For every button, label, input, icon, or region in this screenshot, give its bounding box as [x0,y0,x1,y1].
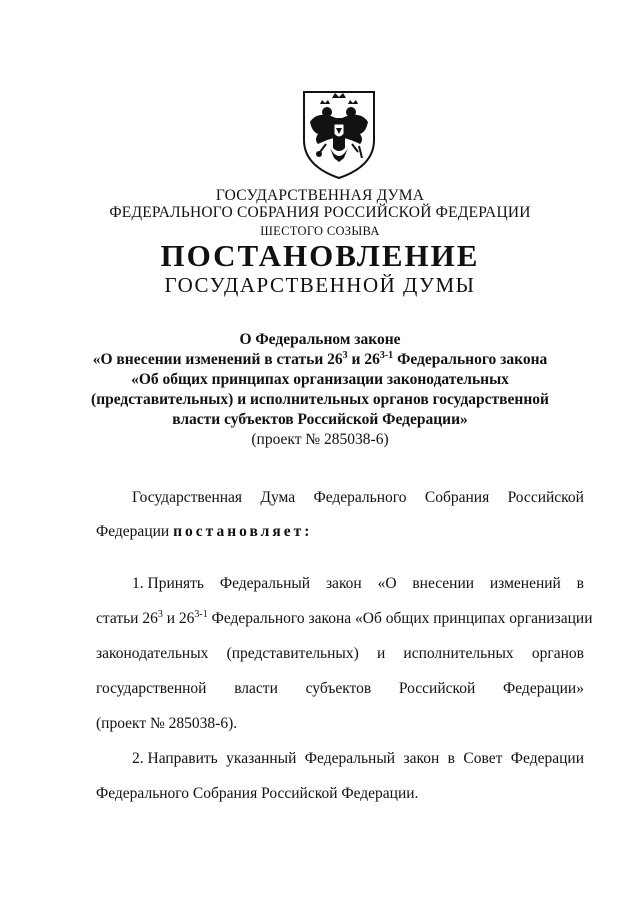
subject-line-4: (представительных) и исполнительных органов государственной [91,391,549,408]
subject-line-1: О Федеральном законе [239,331,401,348]
subject-line-2: «О внесении изменений в статьи $26^3$ и 26$^{3-1}$ Федерального закона [92,349,548,368]
russian-coat-of-arms-icon [296,88,382,180]
document-title: ПОСТАНОВЛЕНИЕ [160,238,480,273]
org-line-duma: ГОСУДАРСТВЕННАЯ ДУМА [215,187,425,204]
subject-line-5: власти субъектов Российской Федерации» [172,411,468,428]
item2-line-1: 2. Направить указанный Федеральный закон в Совет Федерации [132,750,584,767]
org-line-convocation: ШЕСТОГО СОЗЫВА [260,224,380,238]
org-line-federal-assembly: ФЕДЕРАЛЬНОГО СОБРАНИЯ РОССИЙСКОЙ ФЕДЕРАЦИИ [109,204,531,221]
document-subtitle: ГОСУДАРСТВЕННОЙ ДУМЫ [164,273,476,297]
item1-line-2: статьи $26^3$ и 26$^{3-1}$ Федерального закона «Об общих принципах организации [96,608,593,627]
resolves-keyword: постановляет: [173,523,313,540]
preamble-line-1: Государственная Дума Федерального Собрания Российской [132,489,584,506]
item1-line-4: государственной власти субъектов Российской Федерации» [96,680,584,697]
preamble-line-2: Федерации постановляет: [96,523,313,540]
subject-line-3: «Об общих принципах организации законодательных [131,371,509,388]
item1-line-1: 1. Принять Федеральный закон «О внесении изменений в [132,575,584,592]
item1-line-3: законодательных (представительных) и исполнительных органов [96,645,584,662]
item2-line-2: Федерального Собрания Российской Федерации. [96,785,419,802]
item1-line-5: (проект № 285038-6). [96,715,238,732]
subject-project-number: (проект № 285038-6) [251,431,389,448]
coat-of-arms-emblem [296,88,382,180]
